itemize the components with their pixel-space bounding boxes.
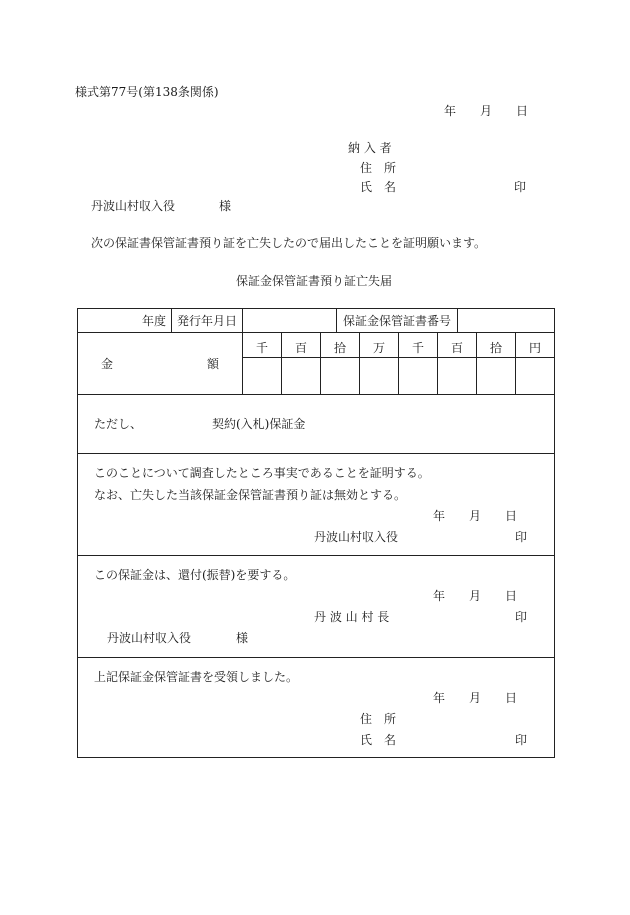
receipt-day: 日 bbox=[505, 691, 518, 705]
receipt-year: 年 bbox=[433, 691, 446, 705]
form-table bbox=[77, 308, 555, 758]
receipt-text: 上記保証金保管証書を受領しました。 bbox=[94, 670, 299, 684]
receipt-seal: 印 bbox=[515, 733, 528, 747]
payer-name-label: 氏 名 bbox=[360, 180, 397, 194]
cert-number-label: 保証金保管証書番号 bbox=[343, 314, 452, 328]
payer-seal: 印 bbox=[514, 180, 527, 194]
payer-address-label: 住 所 bbox=[360, 161, 397, 175]
refund-month: 月 bbox=[469, 589, 482, 603]
row-divider bbox=[78, 332, 554, 333]
digit-thousand: 千 bbox=[411, 341, 424, 355]
col-divider bbox=[336, 309, 337, 332]
refund-signer: 丹 波 山 村 長 bbox=[314, 610, 390, 624]
refund-honorific: 様 bbox=[236, 631, 249, 645]
payer-label: 納 入 者 bbox=[348, 141, 392, 155]
addressee-honorific: 様 bbox=[219, 199, 232, 213]
digit-man: 万 bbox=[372, 341, 385, 355]
col-divider bbox=[457, 309, 458, 332]
certification-signer: 丹波山村収入役 bbox=[314, 530, 399, 544]
header-year: 年 bbox=[444, 104, 457, 118]
certification-month: 月 bbox=[469, 509, 482, 523]
header-month: 月 bbox=[480, 104, 493, 118]
digit-ten: 拾 bbox=[489, 341, 502, 355]
proviso-text: 契約(入札)保証金 bbox=[212, 417, 306, 431]
issue-date-label: 発行年月日 bbox=[177, 314, 238, 328]
refund-day: 日 bbox=[505, 589, 518, 603]
form-title: 保証金保管証書預り証亡失届 bbox=[236, 274, 393, 288]
receipt-name-label: 氏 名 bbox=[360, 733, 397, 747]
row-divider bbox=[78, 657, 554, 658]
row-divider bbox=[78, 394, 554, 395]
amount-label-1: 金 bbox=[101, 357, 114, 371]
refund-seal: 印 bbox=[515, 610, 528, 624]
fiscal-year-label: 年度 bbox=[142, 314, 167, 328]
certification-year: 年 bbox=[433, 509, 446, 523]
certification-seal: 印 bbox=[515, 530, 528, 544]
col-divider bbox=[171, 309, 172, 332]
receipt-address-label: 住 所 bbox=[360, 712, 397, 726]
digit-yen: 円 bbox=[528, 341, 541, 355]
digit-hundred: 百 bbox=[450, 341, 463, 355]
refund-year: 年 bbox=[433, 589, 446, 603]
digit-ten: 拾 bbox=[333, 341, 346, 355]
addressee-office: 丹波山村収入役 bbox=[91, 199, 176, 213]
refund-text: この保証金は、還付(振替)を要する。 bbox=[94, 568, 296, 582]
request-text: 次の保証書保管証書預り証を亡失したので届出したことを証明願います。 bbox=[91, 236, 487, 250]
form-number: 様式第77号(第138条関係) bbox=[75, 85, 219, 99]
certification-line1: このことについて調査したところ事実であることを証明する。 bbox=[94, 466, 430, 480]
proviso-prefix: ただし、 bbox=[94, 417, 143, 431]
amount-label-2: 額 bbox=[207, 357, 220, 371]
receipt-month: 月 bbox=[469, 691, 482, 705]
row-divider bbox=[78, 555, 554, 556]
digit-hundred: 百 bbox=[294, 341, 307, 355]
digit-thousand: 千 bbox=[255, 341, 268, 355]
certification-line2: なお、亡失した当該保証金保管証書預り証は無効とする。 bbox=[94, 488, 407, 502]
refund-addressee: 丹波山村収入役 bbox=[107, 631, 192, 645]
header-day: 日 bbox=[516, 104, 529, 118]
certification-day: 日 bbox=[505, 509, 518, 523]
row-divider bbox=[78, 453, 554, 454]
